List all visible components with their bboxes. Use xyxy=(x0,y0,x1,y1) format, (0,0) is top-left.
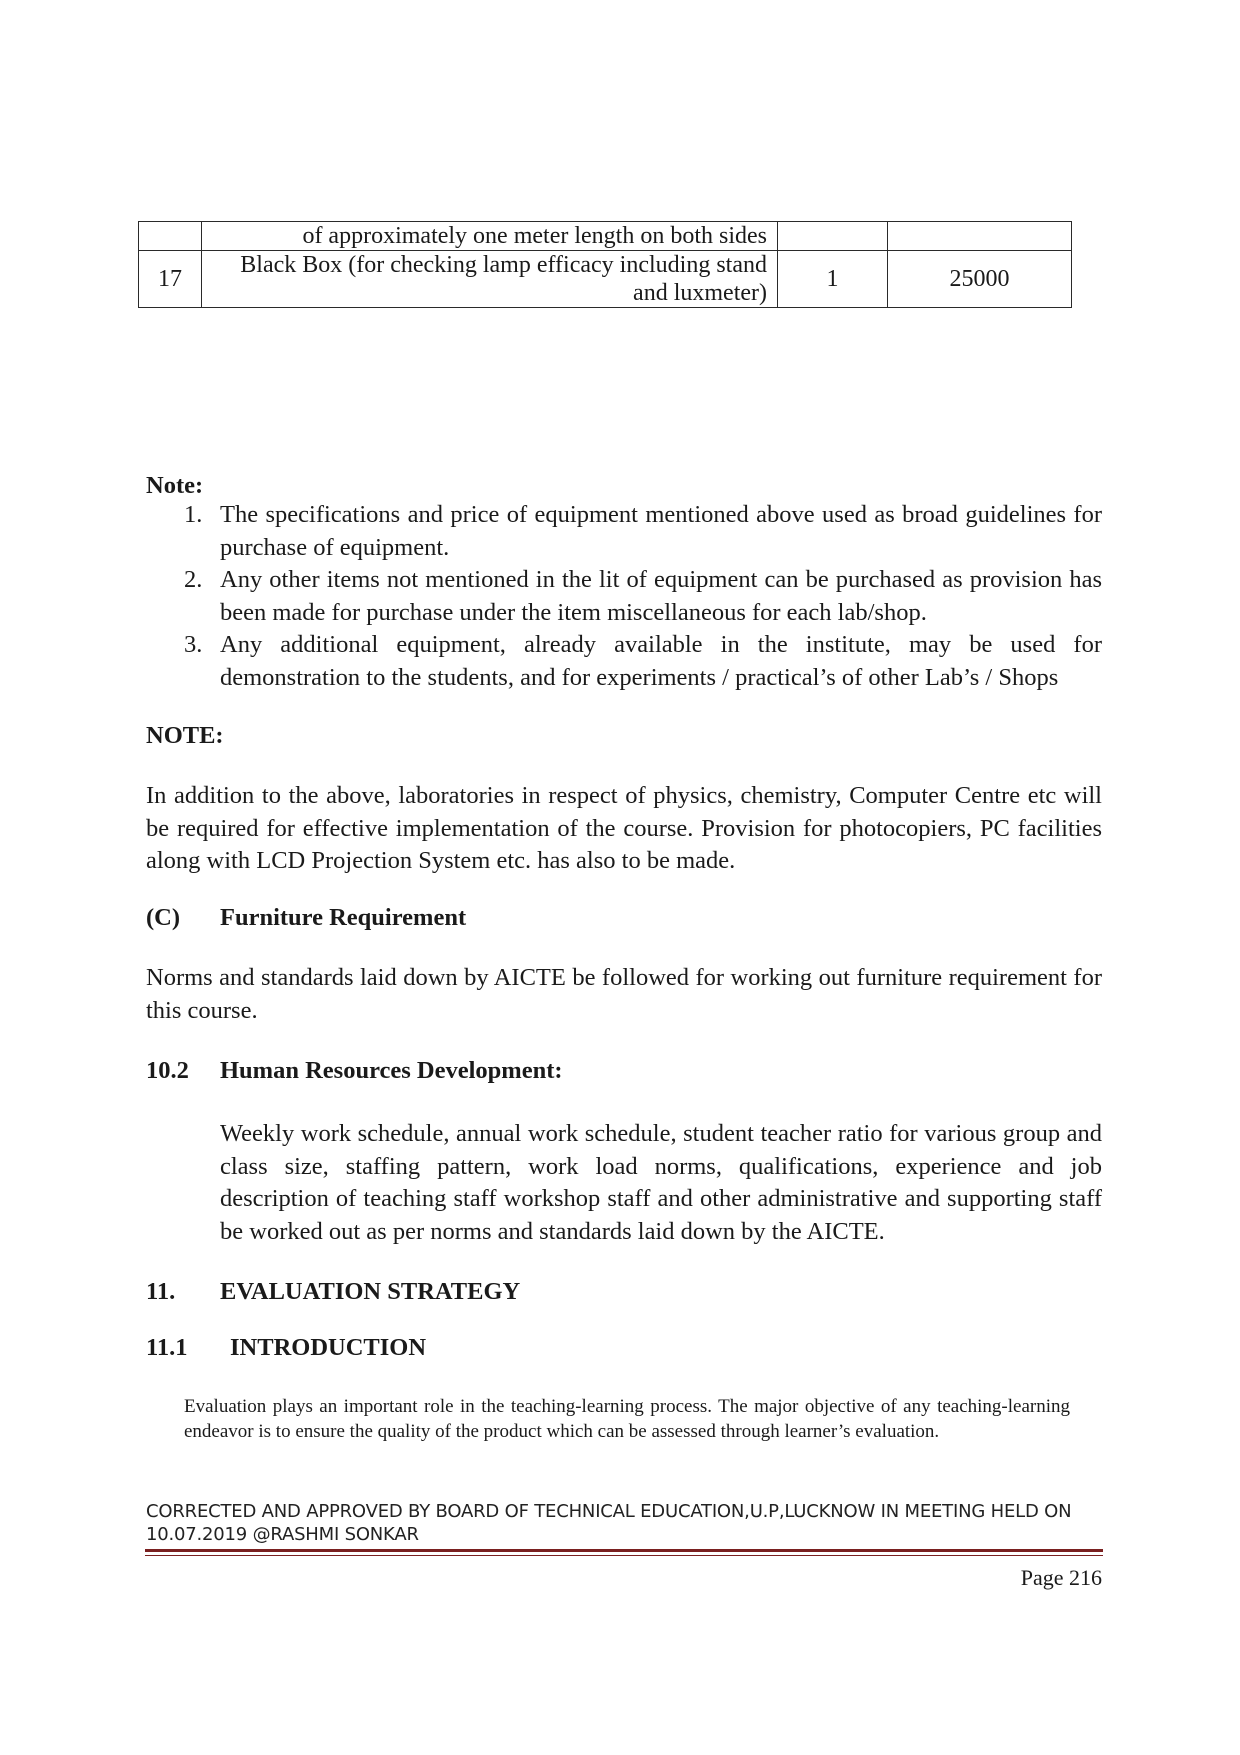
section-paragraph: Evaluation plays an important role in the teaching-learning process. The major objective of any teaching-learning endeavor is to ensure the quality of the product which can be assessed through learner’s evaluation. xyxy=(184,1396,1070,1442)
description-line: and luxmeter) xyxy=(633,280,767,306)
price-cell: 25000 xyxy=(888,251,1072,308)
qty-cell xyxy=(778,222,888,251)
note-paragraph: In addition to the above, laboratories in respect of physics, chemistry, Computer Centre etc will be required for effective implementation of the course. Provision for photocopiers, PC facilities along with LCD Projection System etc. has also to be made. xyxy=(146,782,1102,874)
list-item xyxy=(172,629,1102,694)
list-item-text: The specifications and price of equipment mentioned above used as broad guidelines for purchase of equipment. xyxy=(220,501,1102,561)
note-upper-heading: NOTE: xyxy=(146,722,224,749)
list-item xyxy=(172,564,1102,629)
list-item-text: Any additional equipment, already available in the institute, may be used for demonstration to the students, and for experiments / practical’s of other Lab’s / Shops xyxy=(220,631,1102,691)
section-title: Human Resources Development: xyxy=(220,1057,563,1084)
section-title: EVALUATION STRATEGY xyxy=(220,1278,521,1305)
note-heading: Note: xyxy=(146,472,204,499)
list-item-number: 2. xyxy=(184,566,203,593)
footer-line: CORRECTED AND APPROVED BY BOARD OF TECHNICAL EDUCATION,U.P,LUCKNOW IN MEETING HELD ON xyxy=(146,1501,1072,1522)
list-item xyxy=(172,499,1102,564)
description-line: Black Box (for checking lamp efficacy including stand xyxy=(240,252,767,278)
table-row xyxy=(139,251,1072,308)
sno-cell: 17 xyxy=(139,251,202,308)
section-number: (C) xyxy=(146,904,181,931)
note-list xyxy=(172,499,1102,694)
list-item-text: Any other items not mentioned in the lit of equipment can be purchased as provision has been made for purchase under the item miscellaneous for each lab/shop. xyxy=(220,566,1102,626)
section-number: 10.2 xyxy=(146,1057,189,1084)
description-cell: of approximately one meter length on both sides xyxy=(202,222,778,251)
footer-line: 10.07.2019 @RASHMI SONKAR xyxy=(146,1524,419,1545)
section-title: INTRODUCTION xyxy=(230,1334,427,1361)
section-paragraph: Weekly work schedule, annual work schedule, student teacher ratio for various group and class size, staffing pattern, work load norms, qualifications, experience and job description of teaching staff workshop staff and other administrative and supporting staff be worked out as per norms and standards laid down by the AICTE. xyxy=(220,1120,1102,1245)
list-item-number: 3. xyxy=(184,631,203,658)
section-number: 11. xyxy=(146,1278,176,1305)
section-number: 11.1 xyxy=(146,1334,188,1361)
page-number: Page 216 xyxy=(1020,1565,1102,1590)
description-cell xyxy=(202,251,778,308)
section-paragraph: Norms and standards laid down by AICTE be followed for working out furniture requirement for this course. xyxy=(146,964,1102,1024)
footer-divider xyxy=(145,1555,1103,1556)
sno-cell xyxy=(139,222,202,251)
equipment-table xyxy=(138,221,1072,308)
section-title: Furniture Requirement xyxy=(220,904,467,931)
qty-cell: 1 xyxy=(778,251,888,308)
list-item-number: 1. xyxy=(184,501,203,528)
table-row xyxy=(139,222,1072,251)
price-cell xyxy=(888,222,1072,251)
footer-divider xyxy=(145,1549,1103,1552)
